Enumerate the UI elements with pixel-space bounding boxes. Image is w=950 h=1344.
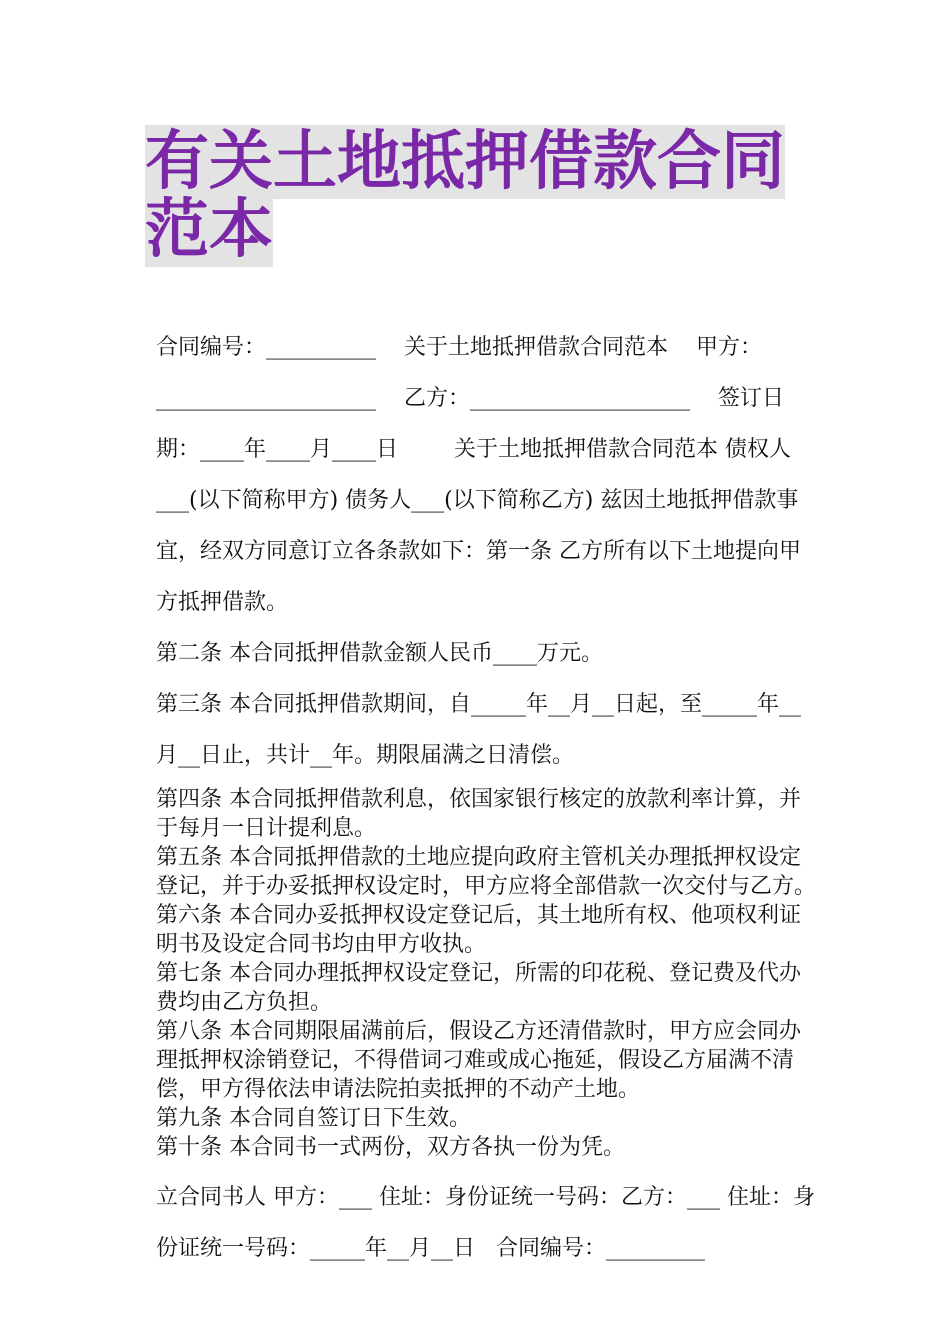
document-title [145,125,815,267]
article-3-paragraph: 第三条 本合同抵押借款期间，自_____年__月__日起，至_____年__月__日止，共计__年。期限届满之日清偿。 [156,692,801,768]
article-2-paragraph: 第二条 本合同抵押借款金额人民币____万元。 [156,641,603,666]
article-6-paragraph: 第六条 本合同办妥抵押权设定登记后，其土地所有权、他项权利证明书及设定合同书均由甲方收执。 [156,903,801,957]
article-4-paragraph: 第四条 本合同抵押借款利息，依国家银行核定的放款利率计算，并于每月一日计提利息。 [156,787,801,841]
article-8-paragraph: 第八条 本合同期限届满前后，假设乙方还清借款时，甲方应会同办理抵押权涂销登记，不得借词刁难或成心拖延，假设乙方届满不清偿，甲方得依法申请法院拍卖抵押的不动产土地。 [156,1019,801,1102]
article-7-paragraph: 第七条 本合同办理抵押权设定登记，所需的印花税、登记费及代办费均由乙方负担。 [156,961,801,1015]
article-9-paragraph: 第九条 本合同自签订日下生效。 [156,1106,471,1131]
title-text: 有关土地抵押借款合同范本 [145,125,785,267]
article-10-paragraph: 第十条 本合同书一式两份，双方各执一份为凭。 [156,1135,625,1160]
preamble-paragraph: 合同编号：__________ 关于土地抵押借款合同范本 甲方：____________________ 乙方：____________________ 签订日期：____年____月____日 关于土地抵押借款合同范本 债权人___(以下简称甲方) 债务人___(以下简称乙方) 兹因土地抵押借款事宜，经双方同意订立各条款如下：第一条 乙方所有以下土地提向甲方抵押借款。 [156,335,801,615]
article-5-paragraph: 第五条 本合同抵押借款的土地应提向政府主管机关办理抵押权设定登记，并于办妥抵押权设定时，甲方应将全部借款一次交付与乙方。 [156,845,817,899]
signatures-paragraph: 立合同书人 甲方：___ 住址：身份证统一号码：乙方：___ 住址：身份证统一号码：_____年__月__日 合同编号：_________ [156,1185,815,1261]
document-body [146,322,818,1274]
